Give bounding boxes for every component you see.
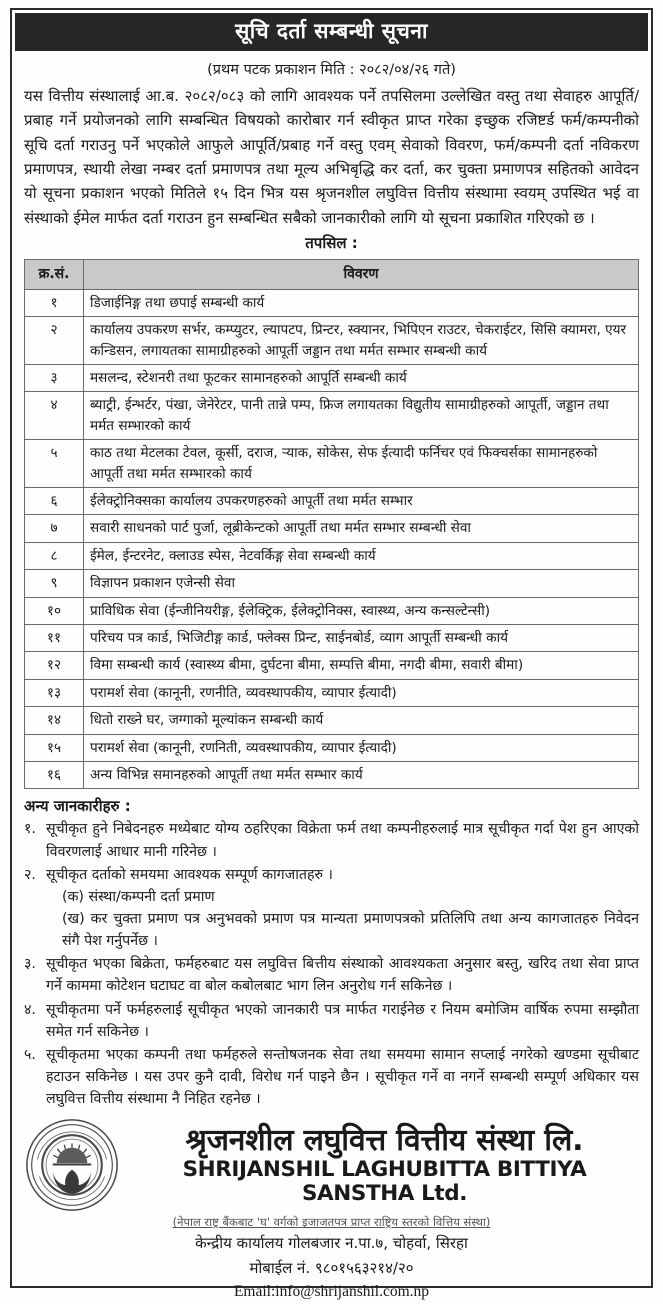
cell-description: परिचय पत्र कार्ड, भिजिटीङ्ग कार्ड, फ्लेक्स प्रिन्ट, साईनबोर्ड, व्याग आपूर्ती सम्बन्धी कार्य [84, 625, 639, 652]
cell-description: परामर्श सेवा (कानूनी, रणनीति, व्यवस्थापकीय, व्यापार ईत्यादी) [84, 679, 639, 706]
mobile-number: मोबाईल नं. ९८०१५६३२१४/२० [249, 1258, 414, 1277]
list-item-number: २. [24, 866, 36, 883]
table-row [25, 440, 639, 488]
cell-sn: ७ [25, 515, 84, 542]
goods-services-table [24, 259, 639, 789]
table-row [25, 542, 639, 569]
table-row [25, 707, 639, 734]
table-row [25, 761, 639, 788]
list-item [24, 953, 639, 997]
table-header-row [25, 259, 639, 289]
column-header-description: विवरण [84, 259, 639, 289]
list-item-number: १. [24, 821, 36, 838]
cell-description: ईमेल, ईन्टरनेट, क्लाउड स्पेस, नेटवर्किङ्ग सेवा सम्बन्धी कार्य [84, 542, 639, 569]
table-row [25, 317, 639, 365]
cell-description: धितो राख्ने घर, जग्गाको मूल्यांकन सम्बन्धी कार्य [84, 707, 639, 734]
list-item-text-wrap [46, 999, 639, 1043]
cell-sn: १२ [25, 652, 84, 679]
head-office-address: केन्द्रीय कार्यालय गोलबजार न.पा.७, चोहर्वा, सिरहा [195, 1234, 468, 1253]
cell-description: काठ तथा मेटलका टेवल, कूर्सी, दराज, ऱ्याक, सोकेस, सेफ ईत्यादी फर्निचर एवं फिक्चर्सका सामानहरुको आपूर्ती तथा मर्मत सम्भारको कार्य [84, 440, 639, 488]
cell-description: डिजाईनिङ्ग तथा छपाई सम्बन्धी कार्य [84, 289, 639, 316]
notice-title-bar [15, 13, 648, 51]
cell-description: अन्य विभिन्न समानहरुको आपूर्ती तथा मर्मत सम्भार कार्य [84, 761, 639, 788]
table-row [25, 515, 639, 542]
intro-section [12, 51, 651, 259]
publication-date: (प्रथम पटक प्रकाशन मिति : २०८२/०४/२६ गते) [207, 62, 456, 79]
list-sub-item: (ख) कर चुक्ता प्रमाण पत्र अनुभवको प्रमाण पत्र मान्यता प्रमाणपत्रको प्रतिलिपि तथा अन्य कागजातहरु निवेदन संगै पेश गर्नुपर्नेछ । [62, 910, 639, 950]
list-item-text-wrap [46, 1044, 639, 1110]
cell-sn: ९ [25, 570, 84, 597]
other-info-list [24, 818, 639, 1110]
list-item-number: ५. [24, 1046, 36, 1063]
table-body [25, 289, 639, 788]
cell-sn: ५ [25, 440, 84, 488]
cell-sn: १० [25, 597, 84, 624]
cell-description: प्राविधिक सेवा (ईन्जीनियरीङ्ग, ईलेक्ट्रिक, ईलेक्ट्रोनिक्स, स्वास्थ्य, अन्य कन्सल्टेन्सी) [84, 597, 639, 624]
list-item-number: ३. [24, 956, 36, 973]
cell-sn: ४ [25, 392, 84, 440]
list-item [24, 818, 639, 862]
schedule-heading: तपसिल : [305, 233, 358, 252]
cell-description: विमा सम्बन्धी कार्य (स्वास्थ्य बीमा, दुर्घटना बीमा, सम्पत्ति बीमा, नगदी बीमा, सवारी बीमा) [84, 652, 639, 679]
company-name-nepali: श्रृजनशील लघुवित्त वित्तीय संस्था लि. [185, 1123, 584, 1159]
table-head [25, 259, 639, 289]
other-info-section [12, 789, 651, 1110]
table-row [25, 679, 639, 706]
cell-description: कार्यालय उपकरण सर्भर, कम्प्युटर, ल्यापटप, प्रिन्टर, स्क्यानर, भिपिएन राउटर, चेकराईटर, सिसि क्यामरा, एयर कन्डिसन, लगायतका सामाग्रीहरुको आपूर्ती जड्डान तथा मर्मत सम्भार सम्बन्धी कार्य [84, 317, 639, 365]
list-item [24, 864, 639, 953]
column-header-sn: क्र.सं. [25, 259, 84, 289]
list-item-text: सूचीकृतमा पर्ने फर्महरुलाई सूचीकृत भएको जानकारी पत्र मार्फत गराईनेछ र नियम बमोजिम वार्षिक रुपमा सम्झौता समेत गर्न सकिनेछ । [46, 1001, 639, 1040]
cell-description: सवारी साधनको पार्ट पुर्जा, लूब्रीकेन्टको आपूर्ती तथा मर्मत सम्भार सम्बन्धी सेवा [84, 515, 639, 542]
brand-row [24, 1117, 639, 1213]
table-row [25, 597, 639, 624]
table-row [25, 365, 639, 392]
list-item-number: ४. [24, 1001, 36, 1018]
notice-frame [10, 8, 653, 1300]
list-item-text: सूचीकृत भएका बिक्रेता, फर्महरुबाट यस लघुवित्त बित्तीय संस्थाको आवश्यकता अनुसार बस्तु, खरिद तथा सेवा प्राप्त गर्ने काममा कोटेशन घटाघट वा बोल कबोलबाट भाग लिन अनुरोध गर्न सकिनेछ । [46, 956, 639, 995]
table-row [25, 392, 639, 440]
cell-description: मसलन्द, स्टेशनरी तथा फूटकर सामानहरुको आपूर्ति सम्बन्धी कार्य [84, 365, 639, 392]
cell-sn: ८ [25, 542, 84, 569]
list-item [24, 999, 639, 1043]
cell-sn: ११ [25, 625, 84, 652]
cell-description: विज्ञापन प्रकाशन एजेन्सी सेवा [84, 570, 639, 597]
notice-body-paragraph: यस वित्तीय संस्थालाई आ.ब. २०८२/०८३ को लागि आवश्यक पर्ने तपसिलमा उल्लेखित वस्तु तथा सेवाहरु आपूर्ति/प्रबाह गर्ने प्रयोजनको लागि सम्बन्धित विषयको कारोबार गर्न स्वीकृत प्राप्त गरेका इच्छुक रजिष्टर्ड फर्म/कम्पनीको सूचि दर्ता गराउनु पर्ने भएकोले आफुले आपूर्ति/प्रबाह गर्ने वस्तु एवम् सेवाको विवरण, फर्म/कम्पनी दर्ता नविकरण प्रमाणपत्र, स्थायी लेखा नम्बर दर्ता प्रमाणपत्र तथा मूल्य अभिबृद्धि कर दर्ता, कर चुक्ता प्रमाणपत्र सहितको आवेदन यो सूचना प्रकाशन भएको मितिले १५ दिन भित्र यस श्रृजनशील लघुवित्त वित्तीय संस्थामा स्वयम् उपस्थित भई वा संस्थाको ईमेल मार्फत दर्ता गराउन हुन सम्बन्धित सबैको जानकारीको लागि यो सूचना प्रकाशित गरिएको छ । [24, 87, 639, 227]
table-row [25, 652, 639, 679]
page-title: सूचि दर्ता सम्बन्धी सूचना [235, 19, 428, 43]
table-row [25, 734, 639, 761]
list-item-text-wrap [46, 953, 639, 997]
cell-sn: ३ [25, 365, 84, 392]
table-row [25, 625, 639, 652]
cell-sn: १३ [25, 679, 84, 706]
company-name-english: SHRIJANSHIL LAGHUBITTA BITTIYA SANSTHA Ltd. [182, 1156, 587, 1206]
cell-sn: १६ [25, 761, 84, 788]
cell-sn: १ [25, 289, 84, 316]
cell-description: ईलेक्ट्रोनिक्सका कार्यालय उपकरणहरुको आपूर्ती तथा मर्मत सम्भार [84, 488, 639, 515]
listing-table-wrap [12, 259, 651, 789]
list-item-text: सूचीकृत हुने निबेदनहरु मध्येबाट योग्य ठहरिएका विक्रेता फर्म तथा कम्पनीहरुलाई मात्र सूचीकृत गर्दा पेश हुन आएको विवरणलाई आधार मानी गरिनेछ । [46, 821, 639, 860]
table-row [25, 570, 639, 597]
email-address: Email:info@shrijanshil.com.np [233, 1282, 430, 1300]
cell-description: परामर्श सेवा (कानूनी, रणनिती, व्यवस्थापकीय, व्यापार ईत्यादी) [84, 734, 639, 761]
list-item-text: सूचीकृतमा भएका कम्पनी तथा फर्महरुले सन्तोषजनक सेवा तथा समयमा सामान सप्लाई नगरेको खण्डमा सूचीबाट हटाउन सकिनेछ । यस उपर कुनै दावी, विरोध गर्न पाइने छैन । सूचीकृत गर्ने वा नगर्ने सम्बन्धी सम्पूर्ण अधिकार यस लघुवित्त वित्तीय संस्थामा नै निहित रहनेछ । [46, 1046, 639, 1108]
list-item-text-wrap [46, 818, 639, 862]
list-item-text-wrap [46, 864, 639, 953]
other-info-heading: अन्य जानकारीहरु : [24, 797, 131, 816]
license-tagline: (नेपाल राष्ट्र बैंकबाट 'घ' वर्गको इजाजतपत्र प्राप्त राष्ट्रिय स्तरको वित्तिय संस्था) [172, 1215, 491, 1230]
list-item-text: सूचीकृत दर्ताको समयमा आवश्यक सम्पूर्ण कागजातहरु । [46, 866, 333, 883]
list-sub-item: (क) संस्था/कम्पनी दर्ता प्रमाण [62, 888, 215, 905]
footer-section [12, 1117, 651, 1306]
list-item [24, 1044, 639, 1110]
cell-sn: २ [25, 317, 84, 365]
cell-sn: ६ [25, 488, 84, 515]
table-row [25, 488, 639, 515]
cell-sn: १४ [25, 707, 84, 734]
brand-text-block [130, 1125, 639, 1205]
cell-sn: १५ [25, 734, 84, 761]
cell-description: ब्याट्री, ईन्भर्टर, पंखा, जेनेरेटर, पानी तान्ने पम्प, फ्रिज लगायतका विद्युतीय सामाग्रीहरुको आपूर्ती, जड्डान तथा मर्मत सम्भारको कार्य [84, 392, 639, 440]
company-logo-icon [24, 1117, 120, 1213]
table-row [25, 289, 639, 316]
